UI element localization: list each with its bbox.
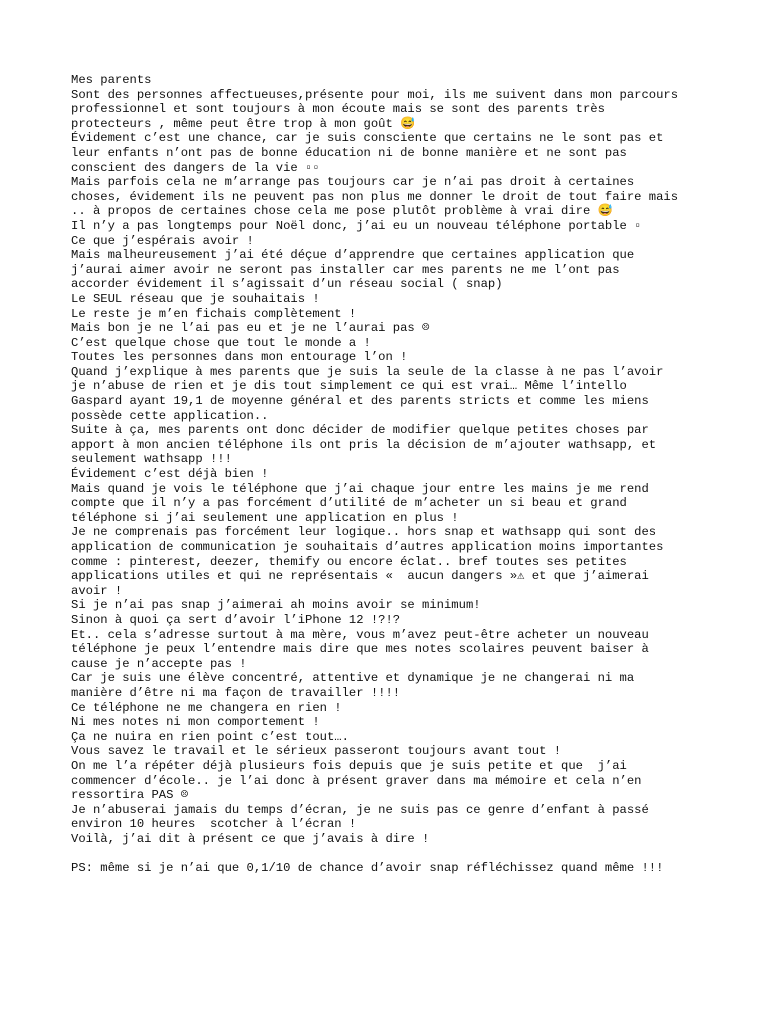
text-line: Ni mes notes ni mon comportement ! (71, 715, 320, 730)
text-line: seulement wathsapp !!! (71, 452, 232, 467)
text-line: Quand j’explique à mes parents que je suis la seule de la classe à ne pas l’avoir (71, 364, 664, 379)
text-line: Ça ne nuira en rien point c’est tout…. (71, 729, 349, 744)
text-line: conscient des dangers de la vie ▫▫ (71, 160, 320, 175)
text-line: Il n’y a pas longtemps pour Noël donc, j’ai eu un nouveau téléphone portable ▫ (71, 218, 642, 233)
text-line: manière d’être ni ma façon de travailler !!!! (71, 685, 401, 700)
text-line (71, 846, 731, 861)
text-line: environ 10 heures scotcher à l’écran ! (71, 817, 357, 832)
text-line: Mais parfois cela ne m’arrange pas toujours car je n’ai pas droit à certaines (71, 175, 635, 190)
text-line: application de communication je souhaitais d’autres application moins importantes (71, 540, 664, 554)
text-line: choses, évidement ils ne peuvent pas non plus me donner le droit de tout faire mais (71, 189, 679, 204)
text-line: ressortira PAS ☹ (71, 788, 189, 803)
text-line: apport à mon ancien téléphone ils ont pris la décision de m’ajouter wathsapp, et (71, 437, 657, 452)
text-line: C’est quelque chose que tout le monde a ! (71, 335, 371, 350)
text-line: Mais bon je ne l’ai pas eu et je ne l’aurai pas ☹ (71, 321, 430, 336)
text-line: Ce que j’espérais avoir ! (71, 233, 254, 248)
text-line: compte que il n’y a pas forcément d’utilité de m’acheter un si beau et grand (71, 496, 627, 511)
text-line: Gaspard ayant 19,1 de moyenne général et des parents stricts et comme les miens (71, 394, 649, 409)
document-title: Mes parents (71, 73, 152, 87)
text-line: cause je n’accepte pas ! (71, 656, 247, 671)
text-line: leur enfants n’ont pas de bonne éducation ni de bonne manière et ne sont pas (71, 145, 627, 160)
text-line: .. à propos de certaines chose cela me pose plutôt problème à vrai dire 😅 (71, 204, 613, 219)
text-line: téléphone je peux l’entendre mais dire que mes notes scolaires peuvent baiser à (71, 642, 649, 657)
text-line: Je ne comprenais pas forcément leur logique.. hors snap et wathsapp qui sont des (71, 525, 657, 540)
text-line: commencer d’école.. je l’ai donc à présent graver dans ma mémoire et cela n’en (71, 773, 642, 788)
text-line: je n’abuse de rien et je dis tout simplement ce qui est vrai… Même l’intello (71, 379, 627, 394)
text-line: Évidement c’est une chance, car je suis consciente que certains ne le sont pas et (71, 131, 664, 146)
text-line: applications utiles et qui ne représentais « aucun dangers »⚠ et que j’aimerai (71, 569, 649, 584)
text-line: Vous savez le travail et le sérieux passeront toujours avant tout ! (71, 744, 562, 759)
text-line: PS: même si je n’ai que 0,1/10 de chance d’avoir snap réfléchissez quand même !!! (71, 861, 664, 876)
text-line: Si je n’ai pas snap j’aimerai ah moins avoir se minimum! (71, 598, 481, 613)
text-line: comme : pinterest, deezer, themify ou encore éclat.. bref toutes ses petites (71, 554, 627, 569)
text-line: Toutes les personnes dans mon entourage l’on ! (71, 350, 408, 365)
text-line: Ce téléphone ne me changera en rien ! (71, 700, 342, 715)
text-line: professionnel et sont toujours à mon écoute mais se sont des parents très (71, 102, 605, 117)
text-line: Suite à ça, mes parents ont donc décider de modifier quelque petites choses par (71, 423, 649, 438)
text-line: Sinon à quoi ça sert d’avoir l’iPhone 12 !?!? (71, 612, 401, 627)
text-line: j’aurai aimer avoir ne seront pas installer car mes parents ne me l’ont pas (71, 262, 620, 277)
text-line: protecteurs , même peut être trop à mon goût 😅 (71, 116, 416, 131)
text-line: Mais malheureusement j’ai été déçue d’apprendre que certaines application que (71, 248, 635, 263)
text-line: Le SEUL réseau que je souhaitais ! (71, 291, 320, 306)
text-line: Mais quand je vois le téléphone que j’ai chaque jour entre les mains je me rend (71, 481, 649, 496)
text-line: Évidement c’est déjà bien ! (71, 467, 269, 482)
text-line: possède cette application.. (71, 408, 269, 423)
text-line: Je n’abuserai jamais du temps d’écran, je ne suis pas ce genre d’enfant à passé (71, 802, 649, 817)
text-line: Car je suis une élève concentré, attentive et dynamique je ne changerai ni ma (71, 671, 635, 686)
text-line: Voilà, j’ai dit à présent ce que j’avais à dire ! (71, 831, 430, 846)
text-line: Le reste je m’en fichais complètement ! (71, 306, 357, 321)
text-line: accorder évidement il s’agissait d’un réseau social ( snap) (71, 277, 503, 292)
text-line: On me l’a répéter déjà plusieurs fois depuis que je suis petite et que j’ai (71, 758, 627, 773)
text-line: Et.. cela s’adresse surtout à ma mère, vous m’avez peut-être acheter un nouveau (71, 627, 649, 642)
text-line: téléphone si j’ai seulement une application en plus ! (71, 510, 459, 525)
letter-body (71, 73, 731, 876)
text-line: avoir ! (71, 583, 123, 598)
text-line: Sont des personnes affectueuses,présente pour moi, ils me suivent dans mon parcours (71, 87, 679, 102)
